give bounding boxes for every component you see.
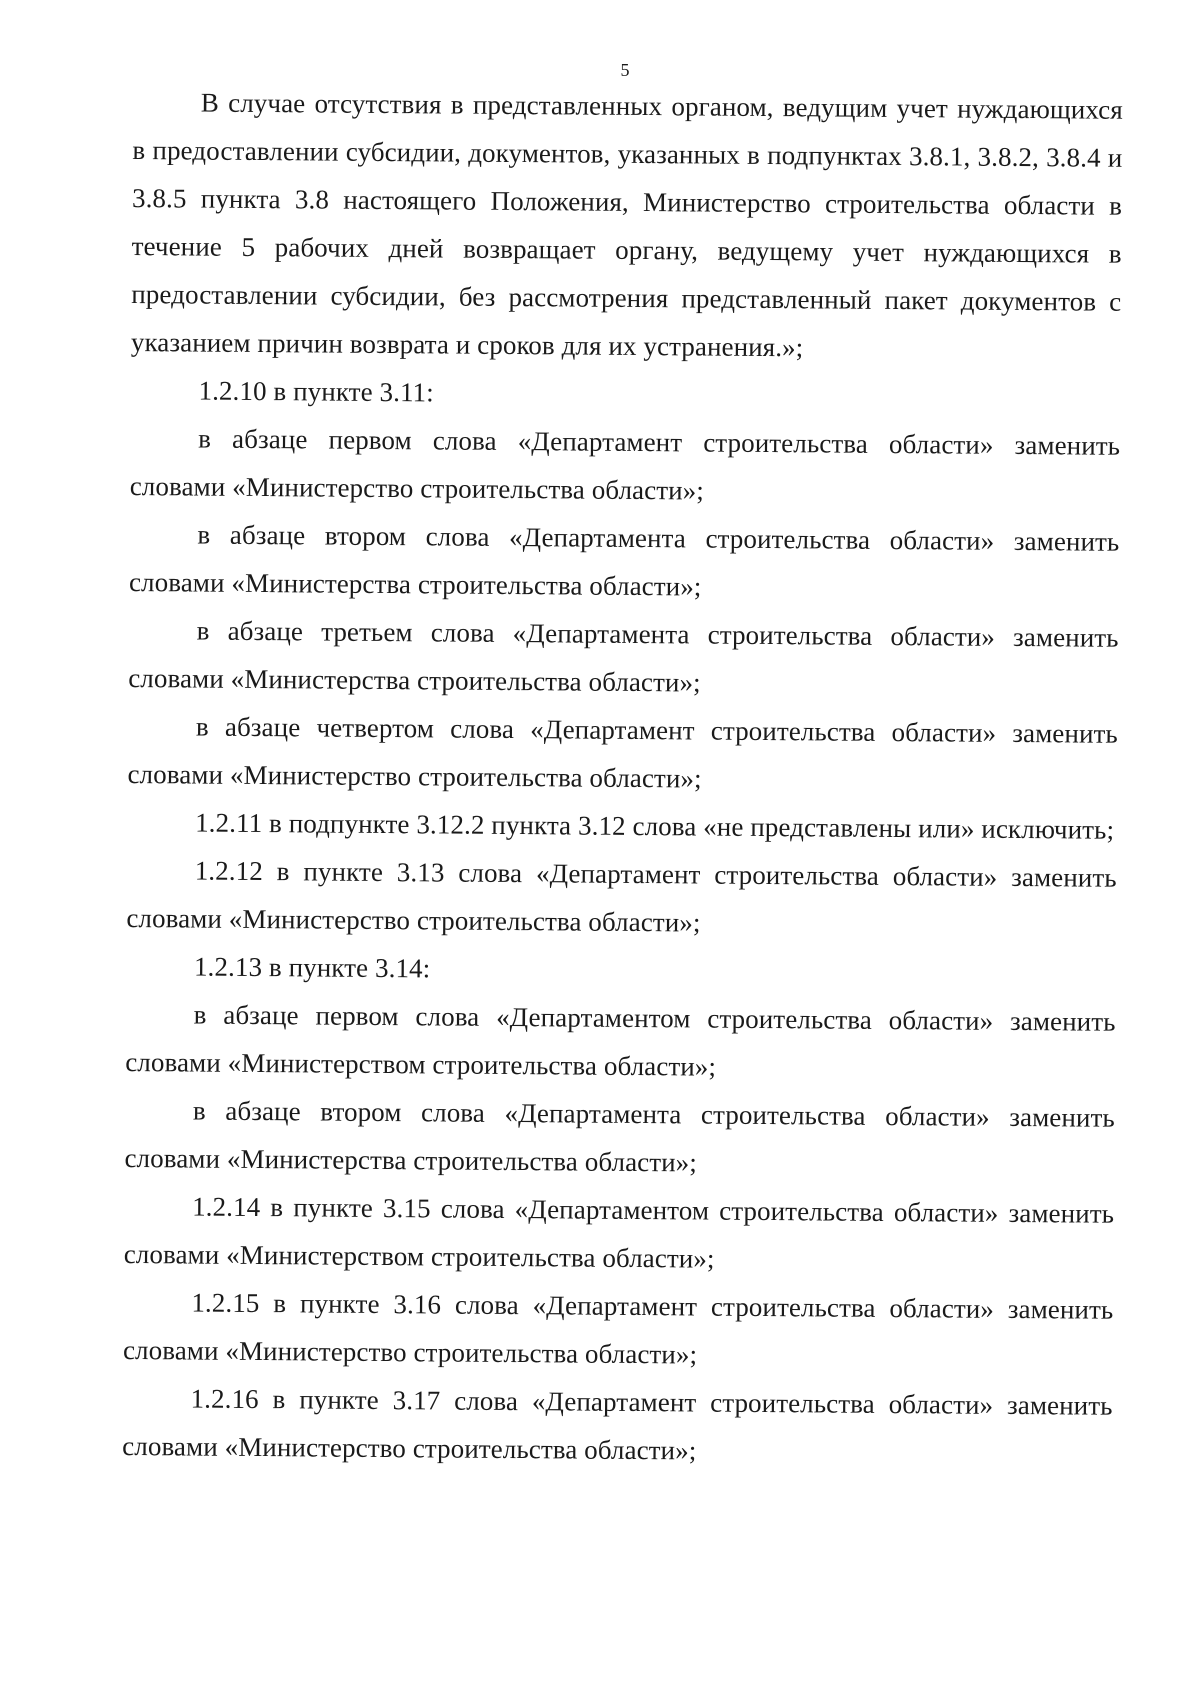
paragraph-1-2-16: 1.2.16 в пункте 3.17 слова «Департамент строительства области» заменить словами «Министерство строительства области»;: [122, 1383, 1113, 1466]
paragraph-return-documents: В случае отсутствия в представленных органом, ведущим учет нуждающихся в предоставлении субсидии, документов, указанных в подпунктах 3.8.1, 3.8.2, 3.8.4 и 3.8.5 пункта 3.8 настоящего Положения, Министерство строительства области в течение 5 рабочих дней возвращает органу, ведущему учет нуждающихся в предоставлении субсидии, без рассмотрения представленный пакет документов с указанием причин возврата и сроков для их устранения.»;: [130, 87, 1123, 363]
paragraph-1-2-10: 1.2.10 в пункте 3.11:: [198, 375, 434, 408]
paragraph-1-2-13: 1.2.13 в пункте 3.14:: [193, 951, 431, 984]
paragraph-1-2-11: 1.2.11 в подпункте 3.12.2 пункта 3.12 слова «не представлены или» исключить;: [195, 807, 1115, 845]
document-body: [122, 78, 1123, 1478]
paragraph-3-14-second: в абзаце втором слова «Департамента строительства области» заменить словами «Министерства строительства области»;: [124, 1095, 1115, 1178]
paragraph-3-11-second: в абзаце втором слова «Департамента строительства области» заменить словами «Министерства строительства области»;: [128, 519, 1120, 602]
paragraph-3-14-first: в абзаце первом слова «Департаментом строительства области» заменить словами «Министерством строительства области»;: [125, 999, 1116, 1082]
paragraph-1-2-14: 1.2.14 в пункте 3.15 слова «Департаментом строительства области» заменить словами «Министерством строительства области»;: [123, 1191, 1115, 1274]
paragraph-3-11-third: в абзаце третьем слова «Департамента строительства области» заменить словами «Министерства строительства области»;: [128, 615, 1119, 698]
paragraph-1-2-12: 1.2.12 в пункте 3.13 слова «Департамент строительства области» заменить словами «Министерство строительства области»;: [126, 855, 1117, 938]
paragraph-3-11-fourth: в абзаце четвертом слова «Департамент строительства области» заменить словами «Министерство строительства области»;: [127, 711, 1118, 794]
page-number: 5: [620, 60, 630, 80]
paragraph-3-11-first: в абзаце первом слова «Департамент строительства области» заменить словами «Министерство строительства области»;: [129, 423, 1121, 506]
paragraph-1-2-15: 1.2.15 в пункте 3.16 слова «Департамент строительства области» заменить словами «Министерство строительства области»;: [122, 1287, 1114, 1370]
